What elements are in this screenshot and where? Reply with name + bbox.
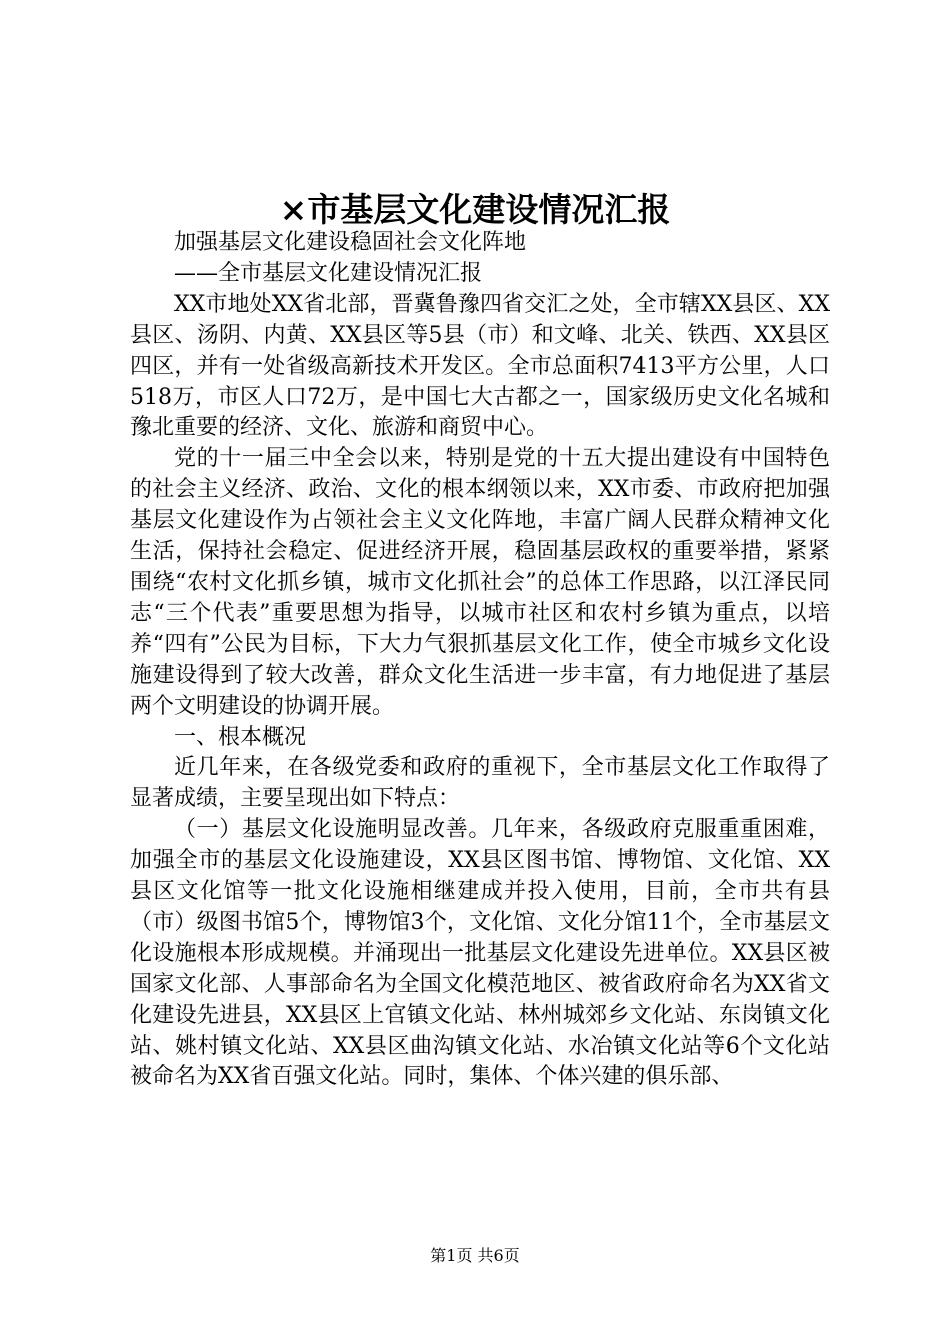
body-paragraph: （一）基层文化设施明显改善。几年来，各级政府克服重重困难，加强全市的基层文化设施建设，XX县区图书馆、博物馆、文化馆、XX县区文化馆等一批文化设施相继建成并投入使用，目前，全市共有县（市）级图书馆5个，博物馆3个，文化馆、文化分馆11个，全市基层文化设施根本形成规模。并涌现出一批基层文化建设先进单位。XX县区被国家文化部、人事部命名为全国文化模范地区、被省政府命名为XX省文化建设先进县，XX县区上官镇文化站、林州城郊乡文化站、东岗镇文化站、姚村镇文化站、XX县区曲沟镇文化站、水冶镇文化站等6个文化站被命名为XX省百强文化站。同时，集体、个体兴建的俱乐部、 [130,817,830,1090]
document-body [130,228,830,1093]
body-paragraph: 党的十一届三中全会以来，特别是党的十五大提出建设有中国特色的社会主义经济、政治、文化的根本纲领以来，XX市委、市政府把加强基层文化建设作为占领社会主义文化阵地，丰富广阔人民群众精神文化生活，保持社会稳定、促进经济开展，稳固基层政权的重要举措，紧紧围绕“农村文化抓乡镇，城市文化抓社会”的总体工作思路，以江泽民同志“三个代表”重要思想为指导，以城市社区和农村乡镇为重点，以培养“四有”公民为目标，下大力气狠抓基层文化工作，使全市城乡文化设施建设得到了较大改善，群众文化生活进一步丰富，有力地促进了基层两个文明建设的协调开展。 [130,446,830,719]
body-paragraph: XX市地处XX省北部，晋冀鲁豫四省交汇之处，全市辖XX县区、XX县区、汤阴、内黄、XX县区等5县（市）和文峰、北关、铁西、XX县区四区，并有一处省级高新技术开发区。全市总面积7413平方公里，人口518万，市区人口72万，是中国七大古都之一，国家级历史文化名城和豫北重要的经济、文化、旅游和商贸中心。 [130,291,830,441]
subtitle-line: ——全市基层文化建设情况汇报 [174,260,483,286]
page-number: 第1页 共6页 [430,1246,520,1265]
section-heading: 一、根本概况 [174,724,307,750]
body-paragraph: 近几年来，在各级党委和政府的重视下，全市基层文化工作取得了显著成绩，主要呈现出如下特点： [130,755,830,812]
subtitle-line: 加强基层文化建设稳固社会文化阵地 [174,230,527,255]
document-title: ×市基层文化建设情况汇报 [279,190,671,229]
